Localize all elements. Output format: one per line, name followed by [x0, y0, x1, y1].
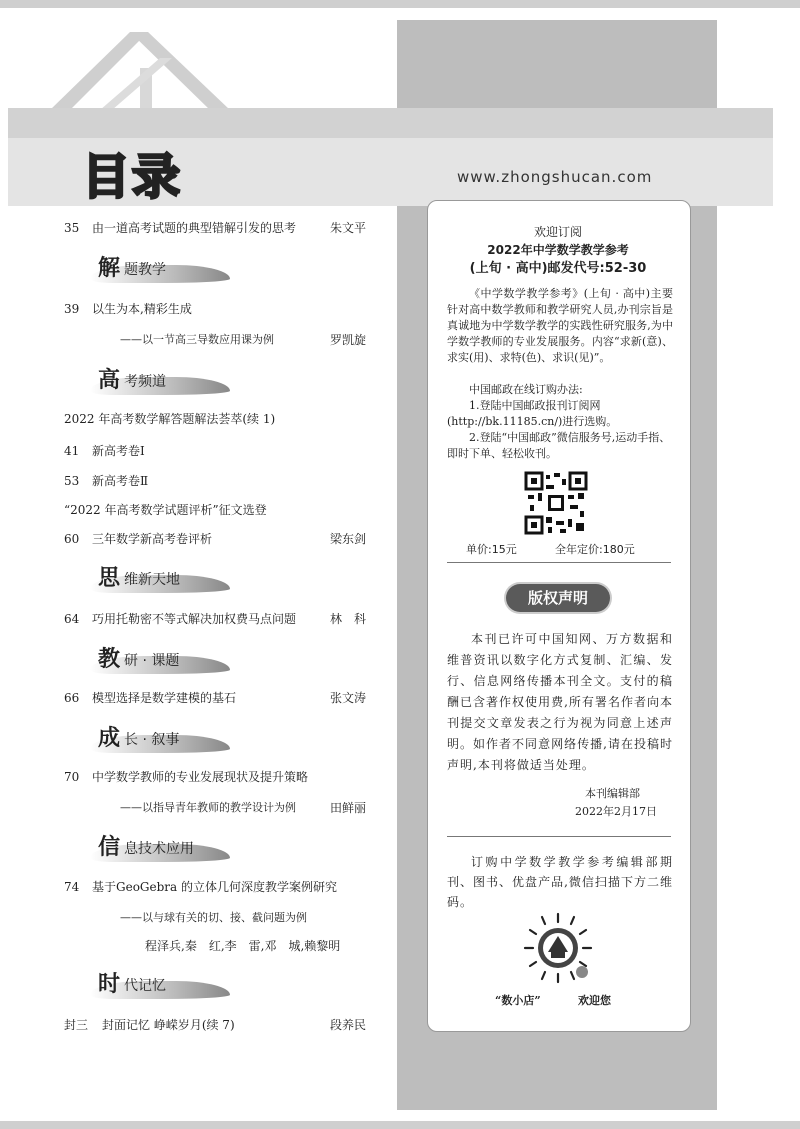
subscribe-code: (上旬 · 高中)邮发代号:52-30: [469, 261, 647, 276]
toc-author: 田鲜丽: [330, 801, 367, 815]
toc-subtitle: ——以指导青年教师的教学设计为例: [120, 801, 296, 814]
header-band-top: [8, 108, 773, 138]
website-url: www.zhongshucan.com: [457, 168, 653, 186]
subscribe-description: 《中学数学教学参考》(上旬 · 高中)主要针对高中数学教师和教学研究人员,办刊宗旨是真诚地为中学数学教学的实践性研究服务,为中学数学教师的专业发展服务。内容“求新(意)、求实(用)、求特(色)、求识(见)”。: [447, 287, 673, 364]
toc-author: 段养民: [330, 1018, 367, 1032]
toc-item[interactable]: 70 中学数学教师的专业发展现状及提升策略: [64, 770, 309, 784]
toc-series-title: “2022 年高考数学试题评析”征文选登: [64, 503, 267, 517]
shop-description: 订购中学数学教学参考编辑部期刊、图书、优盘产品,微信扫描下方二维码。: [447, 855, 673, 909]
toc-subtitle: ——以一节高三导数应用课为例: [120, 333, 274, 346]
subscribe-welcome: 欢迎订阅: [533, 225, 582, 239]
copyright-heading: 版权声明: [506, 584, 610, 612]
copyright-body: 本刊已许可中国知网、万方数据和维普资讯以数字化方式复制、汇编、发行、信息网络传播本刊全文。支付的稿酬已含著作权使用费,所有署名作者向本刊提交文章发表之行为视为同意上述声明。如作者不同意网络传播,请在投稿时声明,本刊将做适当处理。: [447, 632, 673, 772]
toc-subtitle: ——以与球有关的切、接、截问题为例: [120, 911, 307, 924]
toc-item[interactable]: 39 以生为本,精彩生成: [64, 302, 192, 316]
toc-item[interactable]: 60 三年数学新高考卷评析: [64, 532, 213, 546]
subscribe-journal: 2022年中学数学教学参考: [487, 243, 629, 257]
mini-program-code-icon[interactable]: [522, 912, 594, 984]
copyright-date: 2022年2月17日: [575, 805, 657, 818]
order-title: 中国邮政在线订购办法:: [469, 383, 583, 396]
toc-item[interactable]: 66 模型选择是数学建模的基石: [64, 691, 237, 705]
toc-author: 朱文平: [330, 221, 367, 235]
toc-series-title: 2022 年高考数学解答题解法荟萃(续 1): [64, 412, 276, 426]
page-title: 目录: [82, 149, 183, 205]
qr-code-icon[interactable]: [524, 471, 588, 535]
copyright-signature: 本刊编辑部: [585, 787, 640, 800]
toc-item[interactable]: 53 新高考卷Ⅱ: [64, 474, 149, 488]
section-heading: 思 维新天地: [70, 561, 240, 595]
toc-author: 张文涛: [330, 691, 367, 705]
section-heading: 时 代记忆: [70, 967, 240, 1001]
section-heading: 信 息技术应用: [70, 830, 240, 864]
section-heading: 高 考频道: [70, 363, 240, 397]
shop-label: “数小店”: [495, 994, 541, 1007]
price-annual: 全年定价:180元: [555, 543, 635, 556]
toc-author: 林 科: [330, 612, 367, 626]
toc-author: 程泽兵,秦 红,李 雷,邓 城,赖黎明: [145, 939, 341, 953]
toc-item[interactable]: 41 新高考卷Ⅰ: [64, 444, 145, 458]
toc-item[interactable]: 64 巧用托勒密不等式解决加权费马点问题: [64, 612, 297, 626]
toc-item[interactable]: 74 基于GeoGebra 的立体几何深度教学案例研究: [64, 880, 337, 894]
shop-welcome: 欢迎您: [578, 994, 611, 1007]
roof-decoration: [40, 28, 280, 110]
toc-author: 梁东剑: [330, 532, 367, 546]
order-step-1: 1.登陆中国邮政报刊订阅网(http://bk.11185.cn/)进行选购。: [447, 399, 618, 428]
divider: [447, 836, 671, 837]
toc-item[interactable]: 35 由一道高考试题的典型错解引发的思考: [64, 221, 297, 235]
bottom-border: [0, 1121, 800, 1129]
section-heading: 成 长 · 叙事: [70, 721, 240, 755]
section-heading: 解 题教学: [70, 251, 240, 285]
top-border: [0, 0, 800, 8]
toc-author: 罗凯旋: [330, 333, 367, 347]
divider: [447, 562, 671, 563]
toc-item[interactable]: 封三 封面记忆 峥嵘岁月(续 7): [64, 1018, 235, 1032]
section-heading: 教 研 · 课题: [70, 642, 240, 676]
order-step-2: 2.登陆“中国邮政”微信服务号,运动手指、即时下单、轻松收刊。: [447, 431, 671, 460]
price-single: 单价:15元: [466, 543, 517, 556]
